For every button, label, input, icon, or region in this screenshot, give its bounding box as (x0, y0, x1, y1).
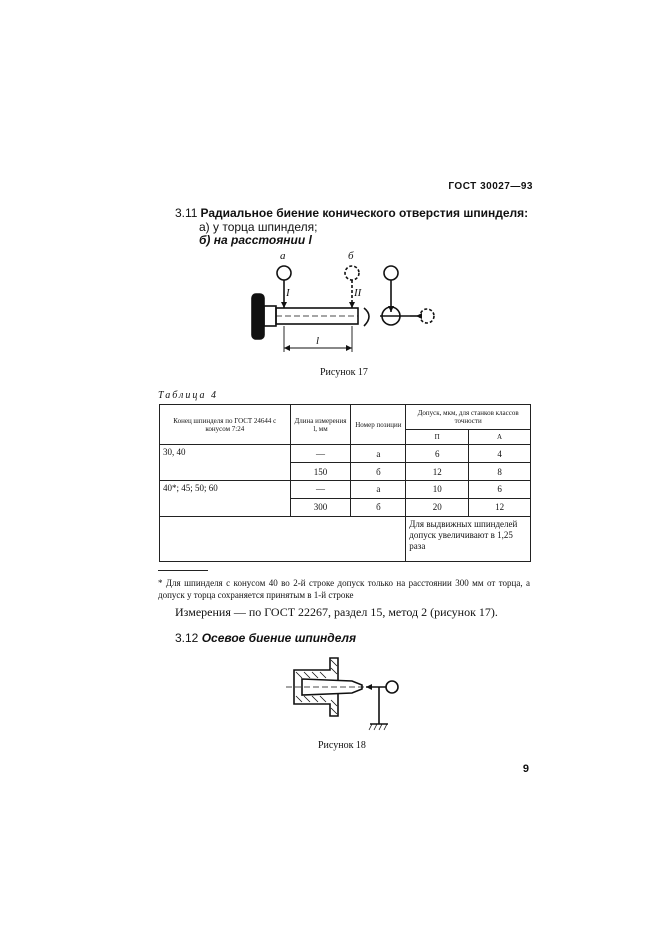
document-code: ГОСТ 30027—93 (448, 181, 533, 192)
indicator-b-icon (345, 266, 359, 280)
section-3-12-heading (175, 631, 356, 645)
indicator-a-icon (277, 266, 291, 280)
table-note: Для выдвижных шпинделей допуск увеличивают в 1,25 раза (406, 516, 531, 561)
length-cell: — (290, 481, 351, 499)
header-tolerance: Допуск, мкм, для станков классов точности (406, 405, 531, 430)
tolerance-a-cell: 12 (469, 498, 531, 516)
item-a: а) у торца шпинделя; (199, 220, 318, 234)
figure-18-diagram (282, 654, 404, 734)
indicator-top-icon (384, 266, 398, 280)
position-cell: а (351, 481, 406, 499)
header-class-a: А (469, 429, 531, 444)
position-cell: б (351, 463, 406, 481)
tolerance-a-cell: 4 (469, 445, 531, 463)
table-label: Таблица 4 (158, 390, 218, 401)
label-l: l (316, 335, 320, 347)
section-3-11-heading (175, 206, 528, 220)
spindle-cell: 40*; 45; 50; 60 (160, 481, 291, 517)
table-row (160, 445, 531, 463)
item-b: б) на расстоянии l (199, 233, 312, 247)
figure-17-caption: Рисунок 17 (320, 367, 368, 378)
label-II: II (354, 287, 362, 299)
label-b: б (348, 250, 354, 262)
tolerance-p-cell: 12 (406, 463, 469, 481)
label-I: I (286, 287, 290, 299)
tolerance-p-cell: 6 (406, 445, 469, 463)
label-a: а (280, 250, 286, 262)
section-number: 3.12 (175, 631, 199, 645)
position-cell: а (351, 445, 406, 463)
footnote-rule (158, 570, 208, 571)
figure-18-caption: Рисунок 18 (318, 740, 366, 751)
tolerance-p-cell: 10 (406, 481, 469, 499)
tolerance-a-cell: 8 (469, 463, 531, 481)
header-spindle: Конец шпинделя по ГОСТ 24644 с конусом 7:24 (160, 405, 291, 445)
length-cell: 300 (290, 498, 351, 516)
page-number: 9 (522, 763, 529, 775)
tolerance-a-cell: 6 (469, 481, 531, 499)
measurement-text: Измерения — по ГОСТ 22267, раздел 15, метод 2 (рисунок 17). (175, 605, 498, 619)
table-header-row (160, 405, 531, 430)
spindle-cell: 30, 40 (160, 445, 291, 481)
footnote: * Для шпинделя с конусом 40 во 2-й строке допуск только на расстоянии 300 мм от торца, а допуск у торца сохраняется принятым в 1-й строке (158, 578, 530, 600)
header-length: Длина измерения l, мм (290, 405, 351, 445)
section-title: Радиальное биение конического отверстия шпинделя: (200, 206, 529, 220)
table-note-row (160, 516, 531, 561)
tolerance-table (159, 404, 531, 562)
header-class-p: П (406, 429, 469, 444)
header-position: Номер позиции (351, 405, 406, 445)
table-row (160, 481, 531, 499)
section-number: 3.11 (175, 206, 198, 220)
figure-17-diagram (240, 250, 450, 360)
empty-cell (160, 516, 406, 561)
length-cell: 150 (290, 463, 351, 481)
length-cell: — (290, 445, 351, 463)
position-cell: б (351, 498, 406, 516)
section-title: Осевое биение шпинделя (201, 631, 357, 645)
tolerance-p-cell: 20 (406, 498, 469, 516)
